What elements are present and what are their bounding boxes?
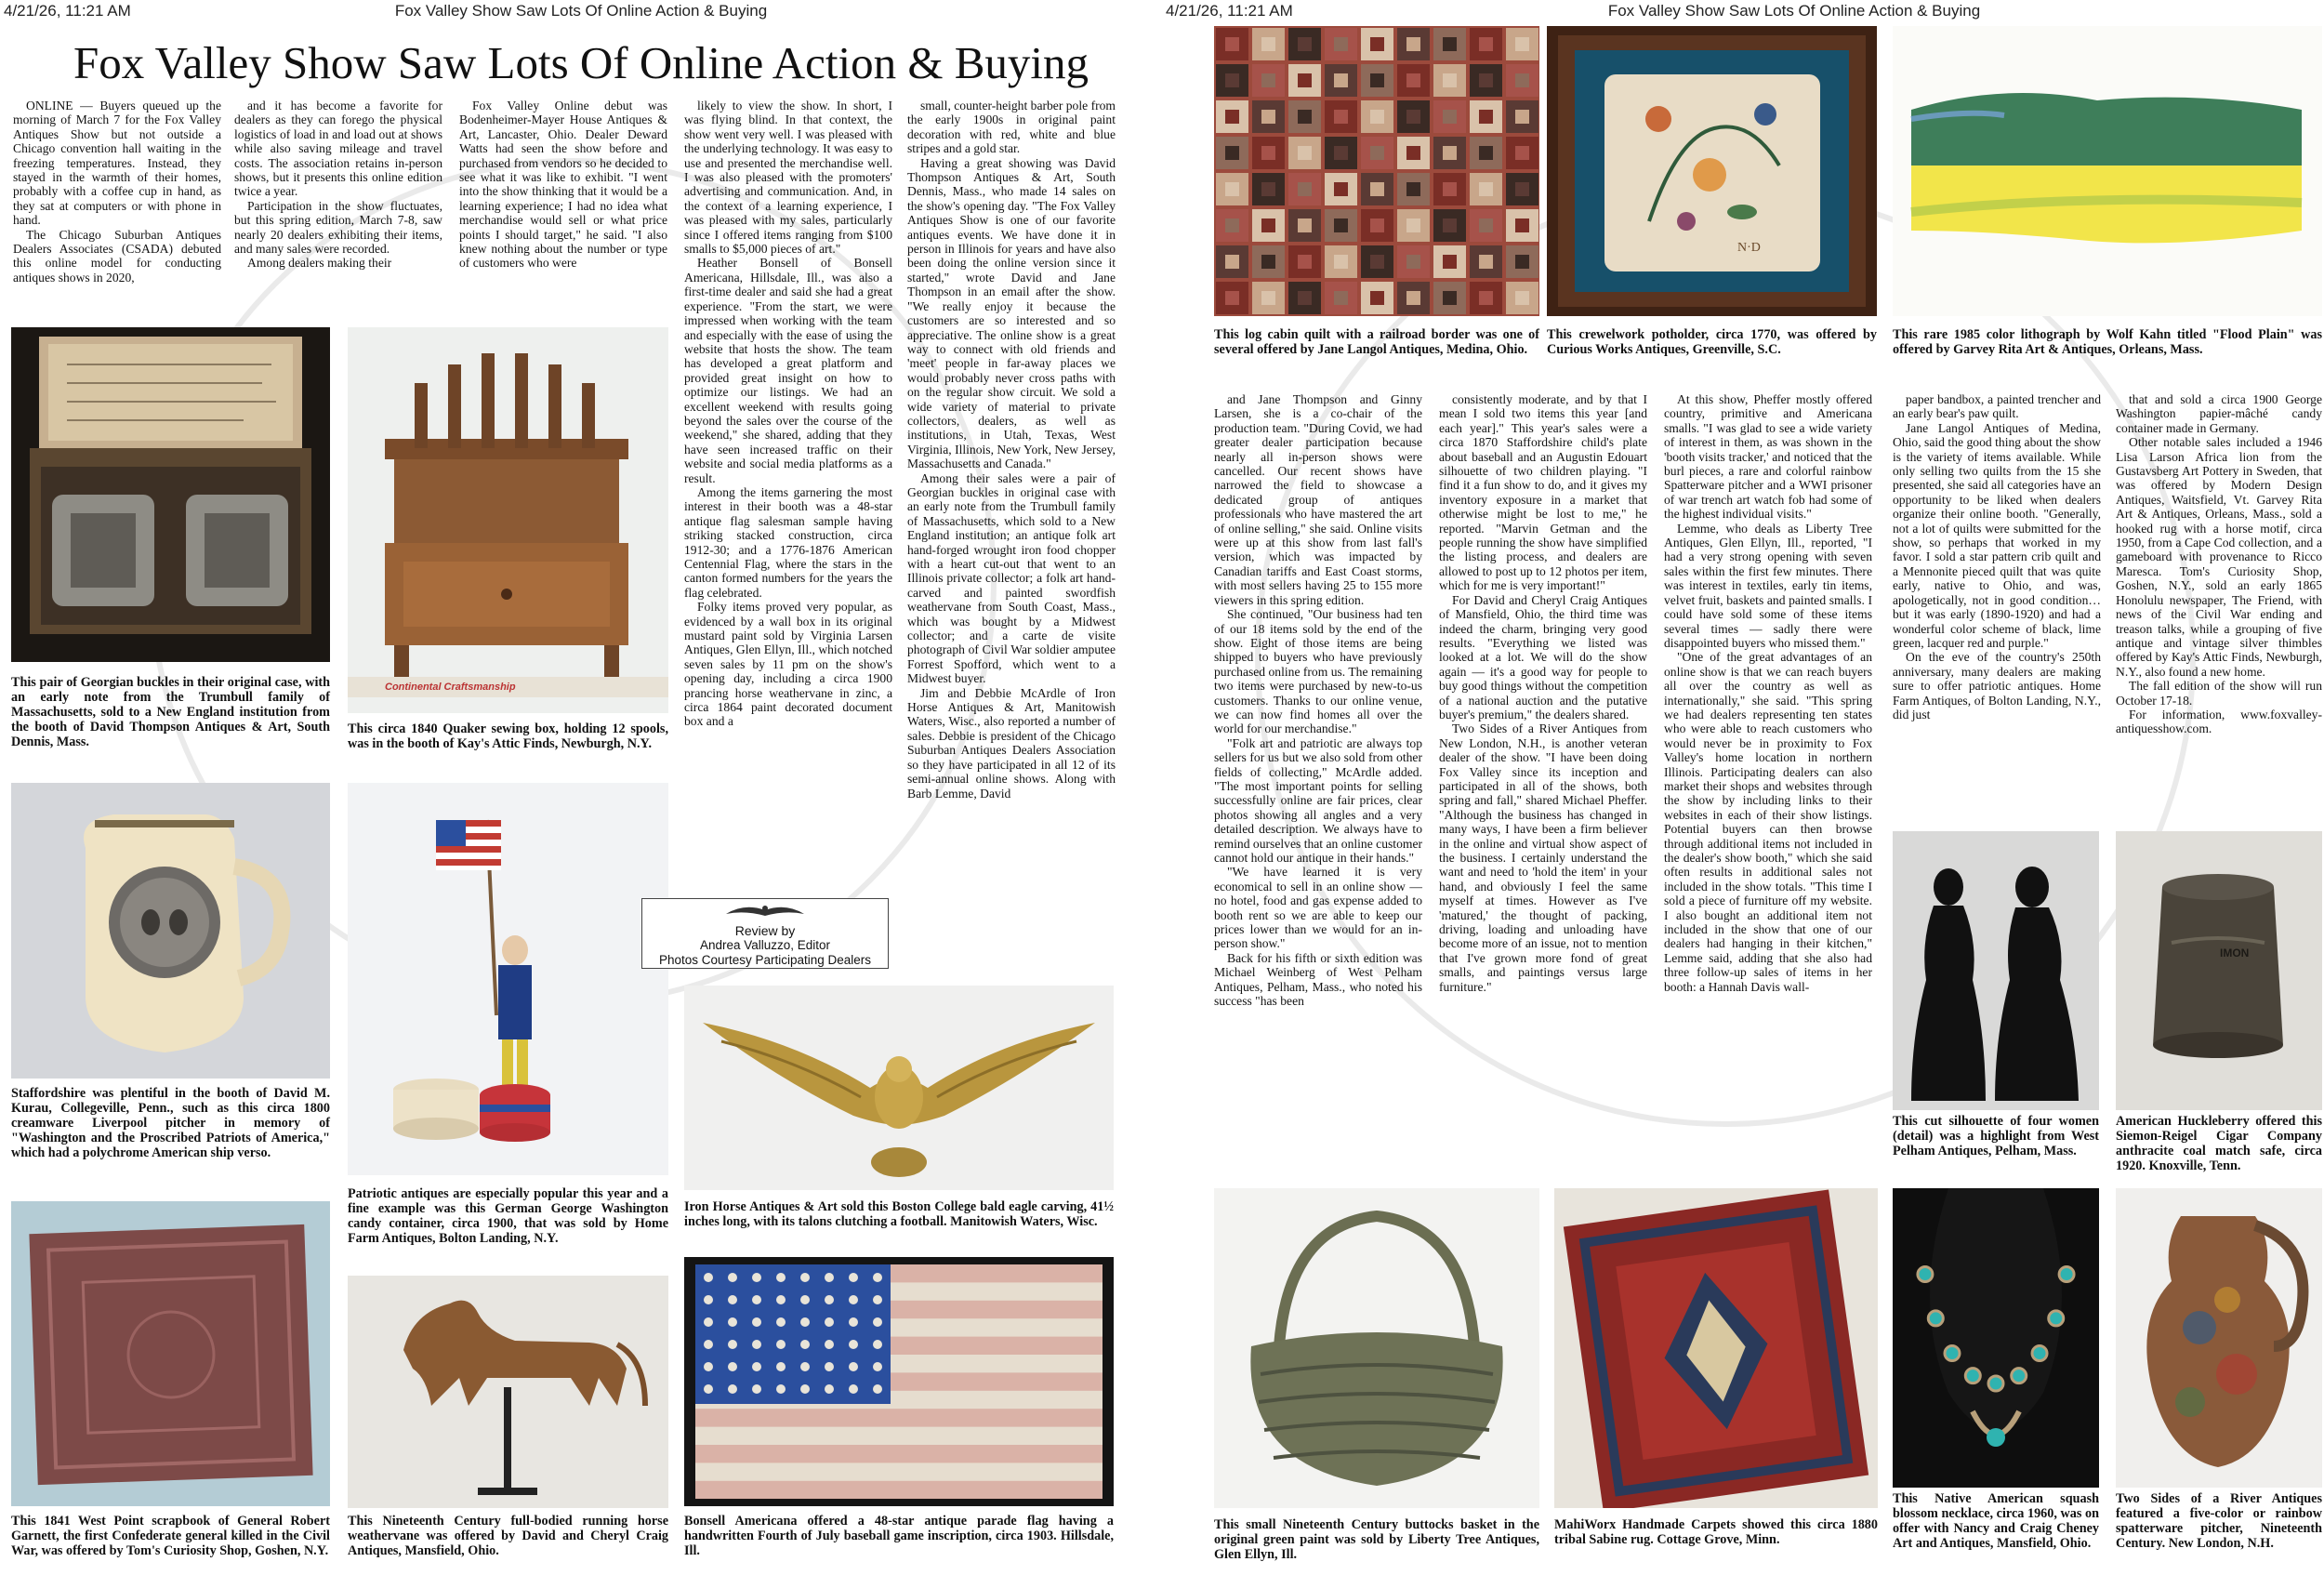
quilt-block-center [1298,146,1312,160]
flag-star [873,1340,882,1349]
article-column [1664,392,1872,994]
silhouette-caption: This cut silhouette of four women (detail) was a highlight from West Pelham Antiques, Pelham, Mass. [1893,1114,2099,1158]
pitcher-photo [11,783,330,1079]
quilt-block-center [1225,110,1239,124]
match-safe-caption: American Huckleberry offered this Siemon-Reigel Cigar Company anthracite coal match safe, circa 1920. Knoxville, Tenn. [2116,1114,2322,1173]
flag-star [704,1384,713,1394]
print-date: 4/21/26, 11:21 AM [1166,2,1293,20]
paragraph: and it has become a favorite for dealers as they can forego the physical logistics of load in and load out at shows while also saving mileage and travel costs. The association retains in-person shows, but it presents this online edition twice a year. [234,99,442,199]
flag-star [825,1295,834,1304]
quilt-block-center [1225,218,1239,232]
quilt-block-center [1334,110,1348,124]
necklace-stone [2059,1267,2074,1282]
paragraph: The Chicago Suburban Antiques Dealers Associates (CSADA) debuted this online model for conducting antiques shows in 2020, [13,227,221,285]
quilt-block-center [1406,218,1420,232]
article-column [684,99,892,729]
flag-star [849,1317,858,1327]
quilt-block-center [1370,73,1384,87]
flag-star [800,1295,810,1304]
quilt-block-center [1443,73,1457,87]
quilt-block-center [1370,146,1384,160]
quilt-block-center [1515,146,1529,160]
article-column [459,99,667,271]
quilt-block-center [1261,255,1275,269]
quilt-block-center [1406,110,1420,124]
paragraph: At this show, Pheffer mostly offered country, primitive and Americana smalls. "I was glad to see a wide variety of interest in them, as was shown in the 'booth visits tracker,' and noticed that the burl pieces, a rare and colorful rainbow Spatterware pitcher and a WWI prisoner of war trench art watch fob had some of the highest individual visits." [1664,392,1872,522]
paragraph: Other notable sales included a 1946 Lisa Larson Africa lion from the Gustavsberg Art Pottery in Sweden, that was offered by Modern Design Antiques, Waitsfield, Vt. Garvey Rita Art & Antiques, Orleans, Mass., sold a hooked rug with a horse motif, circa 1950, from a Cape Cod collection, and a gameboard with provenance to Ricco Maresca. Tom's Curiosity Shop, Goshen, N.Y., sold an early 1865 Honolulu newspaper, The Friend, with news of the Civil War ending and treason talks, while a grouping of five antique and vintage silver thimbles offered by Kay's Attic Finds, Newburgh, N.Y., also found a new home. [2116,435,2322,679]
necklace-stone [2032,1346,2047,1361]
flag-star [776,1340,786,1349]
quilt-block-center [1261,110,1275,124]
safe-label: IMON [2220,946,2250,960]
pitcher-caption: Staffordshire was plentiful in the booth of David M. Kurau, Collegeville, Penn., such as this circa 1800 creamware Liverpool pitcher in memory of "Washington and the Proscribed Patriots of America," which had a polychrome American ship verso. [11,1086,330,1160]
paragraph: The fall edition of the show will run October 17-18. [2116,679,2322,708]
paragraph: likely to view the show. In short, I was flying blind. In that context, the show went very well. I was pleased with the underlying technology. It was easy to use and presented the merchandise well. I was also pleased with the promoters' advertising and communication. And, in the context of a learning experience, I was pleased with my sales, particularly since I offered items ranging from $100 smalls to $5,000 pieces of art." [684,99,892,257]
credit-photos: Photos Courtesy Participating Dealers [658,953,872,967]
quilt-block-center [1515,73,1529,87]
necklace-stone [1988,1376,2003,1391]
washington-candy-photo [348,783,668,1175]
right-page [1162,0,2324,1575]
basket-photo [1214,1188,1539,1508]
credit-box [641,898,889,969]
paragraph: ONLINE — Buyers queued up the morning of March 7 for the Fox Valley Antiques Show but not outside a Chicago convention hall waiting in the freezing temperatures. Instead, they stayed in the warmth of their homes, probably with a coffee cup in hand, as they sat at computers or with phone in hand. [13,99,221,228]
quilt-block-center [1298,182,1312,196]
flag-star [728,1295,737,1304]
paragraph: Folky items proved very popular, as evidenced by a wall box in its original mustard paint sold by Virginia Larsen Antiques, Glen Ellyn, Ill., which notched seven sales by 11 pm on the show's opening day, including a circa 1900 prancing horse weathervane in zinc, a circa 1864 paint decorated document box and a [684,600,892,729]
flag-star [776,1295,786,1304]
quilt-block-center [1370,182,1384,196]
squash-blossom-necklace-photo [1893,1188,2099,1488]
quilt-block-center [1443,146,1457,160]
paragraph: paper bandbox, a painted trencher and an early bear's paw quilt. [1893,392,2101,421]
silhouette-photo [1893,831,2099,1110]
paragraph: "Folk art and patriotic are always top sellers for us but we also sold from other fields of collecting," McArdle added. "The most important points for selling successfully online are fair prices, clear photos showing all angles and a very detailed description. We always have to remind ourselves that an online customer cannot hold our antique in their hands." [1214,735,1422,865]
quilt-block-center [1479,218,1493,232]
print-title: Fox Valley Show Saw Lots Of Online Action & Buying [394,2,768,20]
quilt-block-center [1515,255,1529,269]
quilt-block-center [1515,218,1529,232]
quilt-block-center [1334,218,1348,232]
quilt-block-center [1406,73,1420,87]
flag-star [776,1384,786,1394]
article-column [1439,392,1647,994]
eagle-ornament-icon [642,899,888,923]
necklace-caption: This Native American squash blossom necklace, circa 1960, was on offer with Nancy and Craig Cheney Art and Antiques, Mansfield, Ohio. [1893,1491,2099,1551]
flag-stripe [695,1409,1103,1426]
flag-star [752,1295,761,1304]
quilt-block-center [1334,146,1348,160]
flag-star [704,1317,713,1327]
buckles-caption: This pair of Georgian buckles in their original case, with an early note from the Trumbull family of Massachusetts, sold to a New England institution from the booth of David Thompson Antiques & Art, South Dennis, Mass. [11,675,330,749]
flag-stripe [695,1481,1103,1499]
flag-star [728,1340,737,1349]
flag-star [752,1384,761,1394]
flag-star [825,1317,834,1327]
quilt-block-center [1479,37,1493,51]
ruler-text: Continental Craftsmanship [385,682,516,693]
quilt-block-center [1515,291,1529,305]
quilt-block-center [1443,182,1457,196]
quilt-block-center [1479,146,1493,160]
quilt-block-center [1334,73,1348,87]
print-title: Fox Valley Show Saw Lots Of Online Action & Buying [1607,2,1981,20]
horse-weathervane-photo [348,1276,668,1508]
potholder-caption: This crewelwork potholder, circa 1770, was offered by Curious Works Antiques, Greenville, S.C. [1547,327,1877,357]
quilt-block-center [1298,255,1312,269]
quilt-block-center [1443,291,1457,305]
paragraph: Among their sales were a pair of Georgian buckles in original case with an early note from the Trumbull family of Massachusetts, which sold to a New England institution; an antique folk art hand-forged wrought iron food chopper with a heart cut-out that went to an Illinois private collector; a folk art hand-carved and painted swordfish weathervane from South Coast, Mass., which was bought by a Midwest collector; and a carte de visite photograph of Civil War soldier amputee Forrest Spofford, which went to a Midwest buyer. [907,470,1116,686]
quilt-block-center [1225,255,1239,269]
necklace-stone [1965,1369,1980,1383]
paragraph: Among dealers making their [247,256,392,271]
quilt-block-center [1261,182,1275,196]
flag-star [704,1340,713,1349]
lithograph-caption: This rare 1985 color lithograph by Wolf Kahn titled "Flood Plain" was offered by Garvey Rita Art & Antiques, Orleans, Mass. [1893,327,2322,357]
paragraph: Fox Valley Online debut was Bodenheimer-Mayer House Antiques & Art, Lancaster, Ohio. Dealer Deward Watts had seen the show before and purchased from vendors so he decided to see what it was like to exhibit. "I went into the show thinking that it would be a learning experience; I had no idea what merchandise would sell or what price points I should target," he said. "I also knew nothing about the number or type of customers who were [459,99,667,271]
quilt-block-center [1225,73,1239,87]
quilt-block-center [1479,255,1493,269]
paragraph: "We have learned it is very economical to sell in an online show — no hotel, food and gas expense added to booth rent so we are able to keep our prices lower than we would for an in-person show." [1214,865,1422,951]
quilt-block-center [1370,37,1384,51]
flag-star [728,1317,737,1327]
washington-caption: Patriotic antiques are especially popular this year and a fine example was this German George Washington candy container, circa 1900, that was sold by Home Farm Antiques, Bolton Landing, N.Y. [348,1186,668,1246]
potholder-initials: N·D [1737,241,1761,255]
quilt-block-center [1334,182,1348,196]
flag-star [776,1317,786,1327]
article-column [13,99,221,285]
quilt-block-center [1370,218,1384,232]
quilt-block-center [1334,255,1348,269]
article-column [234,99,442,271]
quilt-block-center [1225,37,1239,51]
flag-star [849,1295,858,1304]
flag-stripe [695,1445,1103,1462]
paragraph: Lemme, who deals as Liberty Tree Antiques, Glen Ellyn, Ill., reported, "I had a very strong opening with seven sales within the first few minutes. There was interest in textiles, early tin items, velvet fruit, baskets and painted smalls. I could have sold some of these items several times — sadly there were disappointed buyers who missed them." [1664,521,1872,650]
paragraph: Back for his fifth or sixth edition was Michael Weinberg of West Pelham Antiques, Pelham, Mass., who noted his success "has been [1214,950,1422,1009]
paragraph: small, counter-height barber pole from the early 1900s in original paint decoration with red, white and blue stripes and a gold star. [907,99,1116,156]
flag-star [704,1362,713,1371]
quilt-block-center [1225,182,1239,196]
quilt-block-center [1261,73,1275,87]
quilt-block-center [1370,110,1384,124]
scrapbook-photo [11,1201,330,1506]
quilt-block-center [1298,218,1312,232]
flag-star [752,1362,761,1371]
sabine-rug-photo [1554,1188,1878,1508]
basket-caption: This small Nineteenth Century buttocks basket in the original green paint was sold by Liberty Tree Antiques, Glen Ellyn, Ill. [1214,1517,1539,1562]
paragraph: Heather Bonsell of Bonsell Americana, Hillsdale, Ill., was also a first-time dealer and said she had a great experience. "From the start, we were impressed when working with the team and especially with the ease of using the website that hosts the show. The team has developed a great platform and provided great insight on how to optimize our listings. We had an excellent weekend with results going beyond the sales over the course of the weekend," she shared, adding that they have seen increased traffic on their website and social media platforms as a result. [684,256,892,485]
quilt-block-center [1261,218,1275,232]
flag-star [728,1362,737,1371]
flag-star [800,1340,810,1349]
quilt-block-center [1334,37,1348,51]
flag-star [825,1384,834,1394]
quilt-block-center [1443,110,1457,124]
paragraph: On the eve of the country's 250th anniversary, many dealers are making sure to offer patriotic antiques. Home Farm Antiques, of Bolton Landing, N.Y., did just [1893,650,2101,721]
necklace-stone [1945,1346,1960,1361]
flag-star [728,1384,737,1394]
paragraph: "One of the great advantages of an online show is that we can reach buyers all over the country as well as internationally," she said. "This spring we had dealers representing ten states who were able to reach customers who would never be in proximity to Fox Valley's home location in northern Illinois. Participating dealers can also market their shops and websites through the show by including links to their websites in each of their show listings. Potential buyers can then browse through additional items not included in the dealer's show booth," which she said often results in additional sales not included in the show totals. "This time I sold a piece of furniture off my website. I also bought an additional item not included in the show that one of our dealers had hanging in their kitchen," Lemme said, adding that she also had three follow-up sales of items in her booth: a Hannah Davis wall- [1664,650,1872,994]
flag-star [704,1295,713,1304]
quilt-block-center [1406,291,1420,305]
quilt-block-center [1334,291,1348,305]
match-safe-photo [2116,831,2322,1110]
flag-star [873,1295,882,1304]
scrapbook-caption: This 1841 West Point scrapbook of General Robert Garnett, the first Confederate general killed in the Civil War, was offered by Tom's Curiosity Shop, Goshen, N.Y. [11,1514,330,1558]
flag-star [873,1273,882,1282]
flag-star [776,1362,786,1371]
paragraph: Jane Langol Antiques of Medina, Ohio, said the good thing about the show is the variety of items available. While only selling two quilts from the 15 she presented, she said all categories have an opportunity to be liked when dealers organize their online booth. "Generally, not a lot of quilts were submitted for the show, so perhaps that worked in my favor. I sold a star pattern crib quilt and a Mennonite pieced quilt that was quite early, native to Ohio, and was, apologetically, not in good condition…but it was early (1890-1920) and had a wonderful color scheme of black, lime green, lacquer red and purple." [1893,420,2101,650]
flag-star [776,1273,786,1282]
spatterware-caption: Two Sides of a River Antiques featured a five-color or rainbow spatterware pitcher, Nineteenth Century. New London, N.H. [2116,1491,2322,1551]
paragraph: Among the items garnering the most interest in their booth was a 48-star antique flag salesman sample having striking stacked construction, circa 1912-30; and a 1776-1876 American Centennial Flag, where the stars in the canton formed numbers for the years the flag celebrated. [684,484,892,600]
wolf-kahn-lithograph-photo [1893,26,2322,316]
quilt-block-center [1479,73,1493,87]
flag-star [800,1384,810,1394]
paragraph: She continued, "Our business had ten of our 18 items sold by the end of the show. Eight of those items are being shipped to buyers who have previously purchased online from us. The remaining two items were purchased by new-to-us customers. Thanks to our online venue, we can now find homes all over the world for our merchandise." [1214,607,1422,736]
print-date: 4/21/26, 11:21 AM [4,2,131,20]
quilt-block-center [1261,291,1275,305]
flag-star [752,1340,761,1349]
credit-review-by: Review by [734,923,796,938]
quilt-block-center [1298,37,1312,51]
quilt-block-center [1443,37,1457,51]
flag-caption: Bonsell Americana offered a 48-star antique parade flag having a handwritten Fourth of July baseball game inscription, circa 1903. Hillsdale, Ill. [684,1514,1114,1558]
quilt-block-center [1298,291,1312,305]
quilt-block-center [1406,146,1420,160]
flag-star [800,1273,810,1282]
flag-star [752,1317,761,1327]
article-headline: Fox Valley Show Saw Lots Of Online Action & Buying [73,37,1089,88]
quilt-block-center [1479,182,1493,196]
quilt-block-center [1225,291,1239,305]
paragraph: Having a great showing was David Thompson Antiques & Art, South Dennis, Mass., who made 14 sales on the show's opening day. "The Fox Valley Antiques Show is one of our favorite antiques events. We have done it in person in Illinois for years and have also been doing the online version since it started," wrote David and Jane Thompson in an email after the show. "We really enjoy it because the customers are so interested and so appreciative. The online show is a great way to connect with old friends and 'meet' people in far-away places we would probably never cross paths with on the regular show circuit. We sold a wide variety of material to private collectors, dealers, as well as institutions, in Utah, Texas, West Virginia, Illinois, New York, New Jersey, Massachusetts and Canada." [907,155,1116,471]
paragraph: For David and Cheryl Craig Antiques of Mansfield, Ohio, the third time was indeed the charm, bringing very good results. "Everything we listed was looked at a lot. We will do the show again — it's a good way for people to buy good things without the competition of a national auction and the putative buyer's premium," the dealers shared. [1439,592,1647,721]
browser-print-header [1162,0,2324,22]
flag-star [849,1340,858,1349]
quilt-block-center [1406,255,1420,269]
quilt-block-center [1370,255,1384,269]
necklace-stone [2049,1311,2064,1326]
flag-star [800,1317,810,1327]
paragraph: For information, www.foxvalley-antiquesshow.com. [2116,707,2322,736]
parade-flag-photo [684,1257,1114,1506]
quilt-block-center [1261,37,1275,51]
paragraph: Participation in the show fluctuates, but this spring edition, March 7-8, saw nearly 20 dealers exhibiting their items, and many sales were recorded. [234,198,442,257]
rug-caption: MahiWorx Handmade Carpets showed this circa 1880 tribal Sabine rug. Cottage Grove, Minn. [1554,1517,1878,1547]
sewing-box-caption: This circa 1840 Quaker sewing box, holding 12 spools, was in the booth of Kay's Attic Finds, Newburgh, N.Y. [348,721,668,751]
necklace-stone [1928,1311,1943,1326]
flag-star [704,1273,713,1282]
credit-editor: Andrea Valluzzo, Editor [699,938,831,952]
flag-star [800,1362,810,1371]
paragraph: Two Sides of a River Antiques from New London, N.H., is another veteran dealer of the show. "I have been doing Fox Valley since its inception and participated in all of the shows, both spring and fall," shared Michael Pheffer. "Although the business has changed in many ways, I have been a firm believer in the online and virtual show aspect of the business. I certainly understand the want and need to 'hold the item' in your hand, and obviously I feel the same myself at times. However as I've 'matured,' the thought of packing, driving, loading and unloading have become more of an issue, not to mention that I've grown more fond of great smalls, and paintings versus large furniture." [1439,721,1647,994]
paragraph: that and sold a circa 1900 George Washington papier-mâché candy container made in Germany. [2116,392,2322,435]
quilt-block-center [1370,291,1384,305]
article-column [2116,392,2322,736]
flag-star [825,1340,834,1349]
crewelwork-potholder-photo [1547,26,1877,316]
flag-star [849,1273,858,1282]
quilt-block-center [1298,110,1312,124]
sewing-box-photo [348,327,668,713]
flag-star [728,1273,737,1282]
paragraph: and Jane Thompson and Ginny Larsen, she is a co-chair of the production team. "During Covid, we had greater dealer participation because nearly all in-person shows were cancelled. Our recent shows have narrowed the field to showcase a dedicated group of antiques professionals who have mastered the art of online selling," she said. Online visits were up at this show from last fall's version, which was impacted by Canadian tariffs and East Coast storms, with most sellers having 25 to 155 more viewers in this spring edition. [1214,392,1422,607]
flag-star [873,1362,882,1371]
spatterware-pitcher-photo [2116,1188,2322,1488]
flag-star [752,1273,761,1282]
flag-star [825,1362,834,1371]
flag-star [825,1273,834,1282]
quilt-block-center [1515,110,1529,124]
necklace-stone [2012,1369,2027,1383]
article-column [907,99,1116,801]
flag-star [873,1317,882,1327]
flag-star [849,1384,858,1394]
quilt-caption: This log cabin quilt with a railroad border was one of several offered by Jane Langol Antiques, Medina, Ohio. [1214,327,1539,357]
paragraph: Jim and Debbie McArdle of Iron Horse Antiques & Art, Manitowish Waters, Wisc., also reported a number of sales. Debbie is president of the Chicago Suburban Antiques Dealers Association so they have participated in all 12 of its semi-annual online shows. Along with Barb Lemme, David [907,685,1116,801]
eagle-carving-photo [684,986,1114,1190]
quilt-block-center [1479,291,1493,305]
quilt-block-center [1261,146,1275,160]
flag-star [849,1362,858,1371]
quilt-block-center [1515,37,1529,51]
flag-star [873,1384,882,1394]
quilt-block-center [1406,182,1420,196]
article-column [1214,392,1422,1008]
necklace-stone [1918,1267,1933,1282]
eagle-caption: Iron Horse Antiques & Art sold this Boston College bald eagle carving, 41½ inches long, with its talons clutching a football. Manitowish Waters, Wisc. [684,1199,1114,1229]
quilt-block-center [1515,182,1529,196]
buckles-photo [11,327,330,662]
quilt-block-center [1225,146,1239,160]
log-cabin-quilt-photo [1214,26,1539,316]
browser-print-header [0,0,1162,22]
quilt-block-center [1443,218,1457,232]
quilt-block-center [1406,37,1420,51]
paragraph: consistently moderate, and by that I mean I sold two items this year [and each year]." This year's sales were a circa 1870 Staffordshire child's plate about baseball and an Augustin Edouart silhouette of two children playing. "I find it a fun show to do, and it gives my inventory exposure in a market that otherwise might be lost to me," he reported. "Marvin Getman and the people running the show have simplified the listing process, and dealers are allowed to post up to 12 photos per item, which for me is very important!" [1439,392,1647,593]
quilt-block-center [1443,255,1457,269]
article-column [1893,392,2101,721]
horse-caption: This Nineteenth Century full-bodied running horse weathervane was offered by David and Cheryl Craig Antiques, Mansfield, Ohio. [348,1514,668,1558]
quilt-block-center [1479,110,1493,124]
quilt-block-center [1298,73,1312,87]
